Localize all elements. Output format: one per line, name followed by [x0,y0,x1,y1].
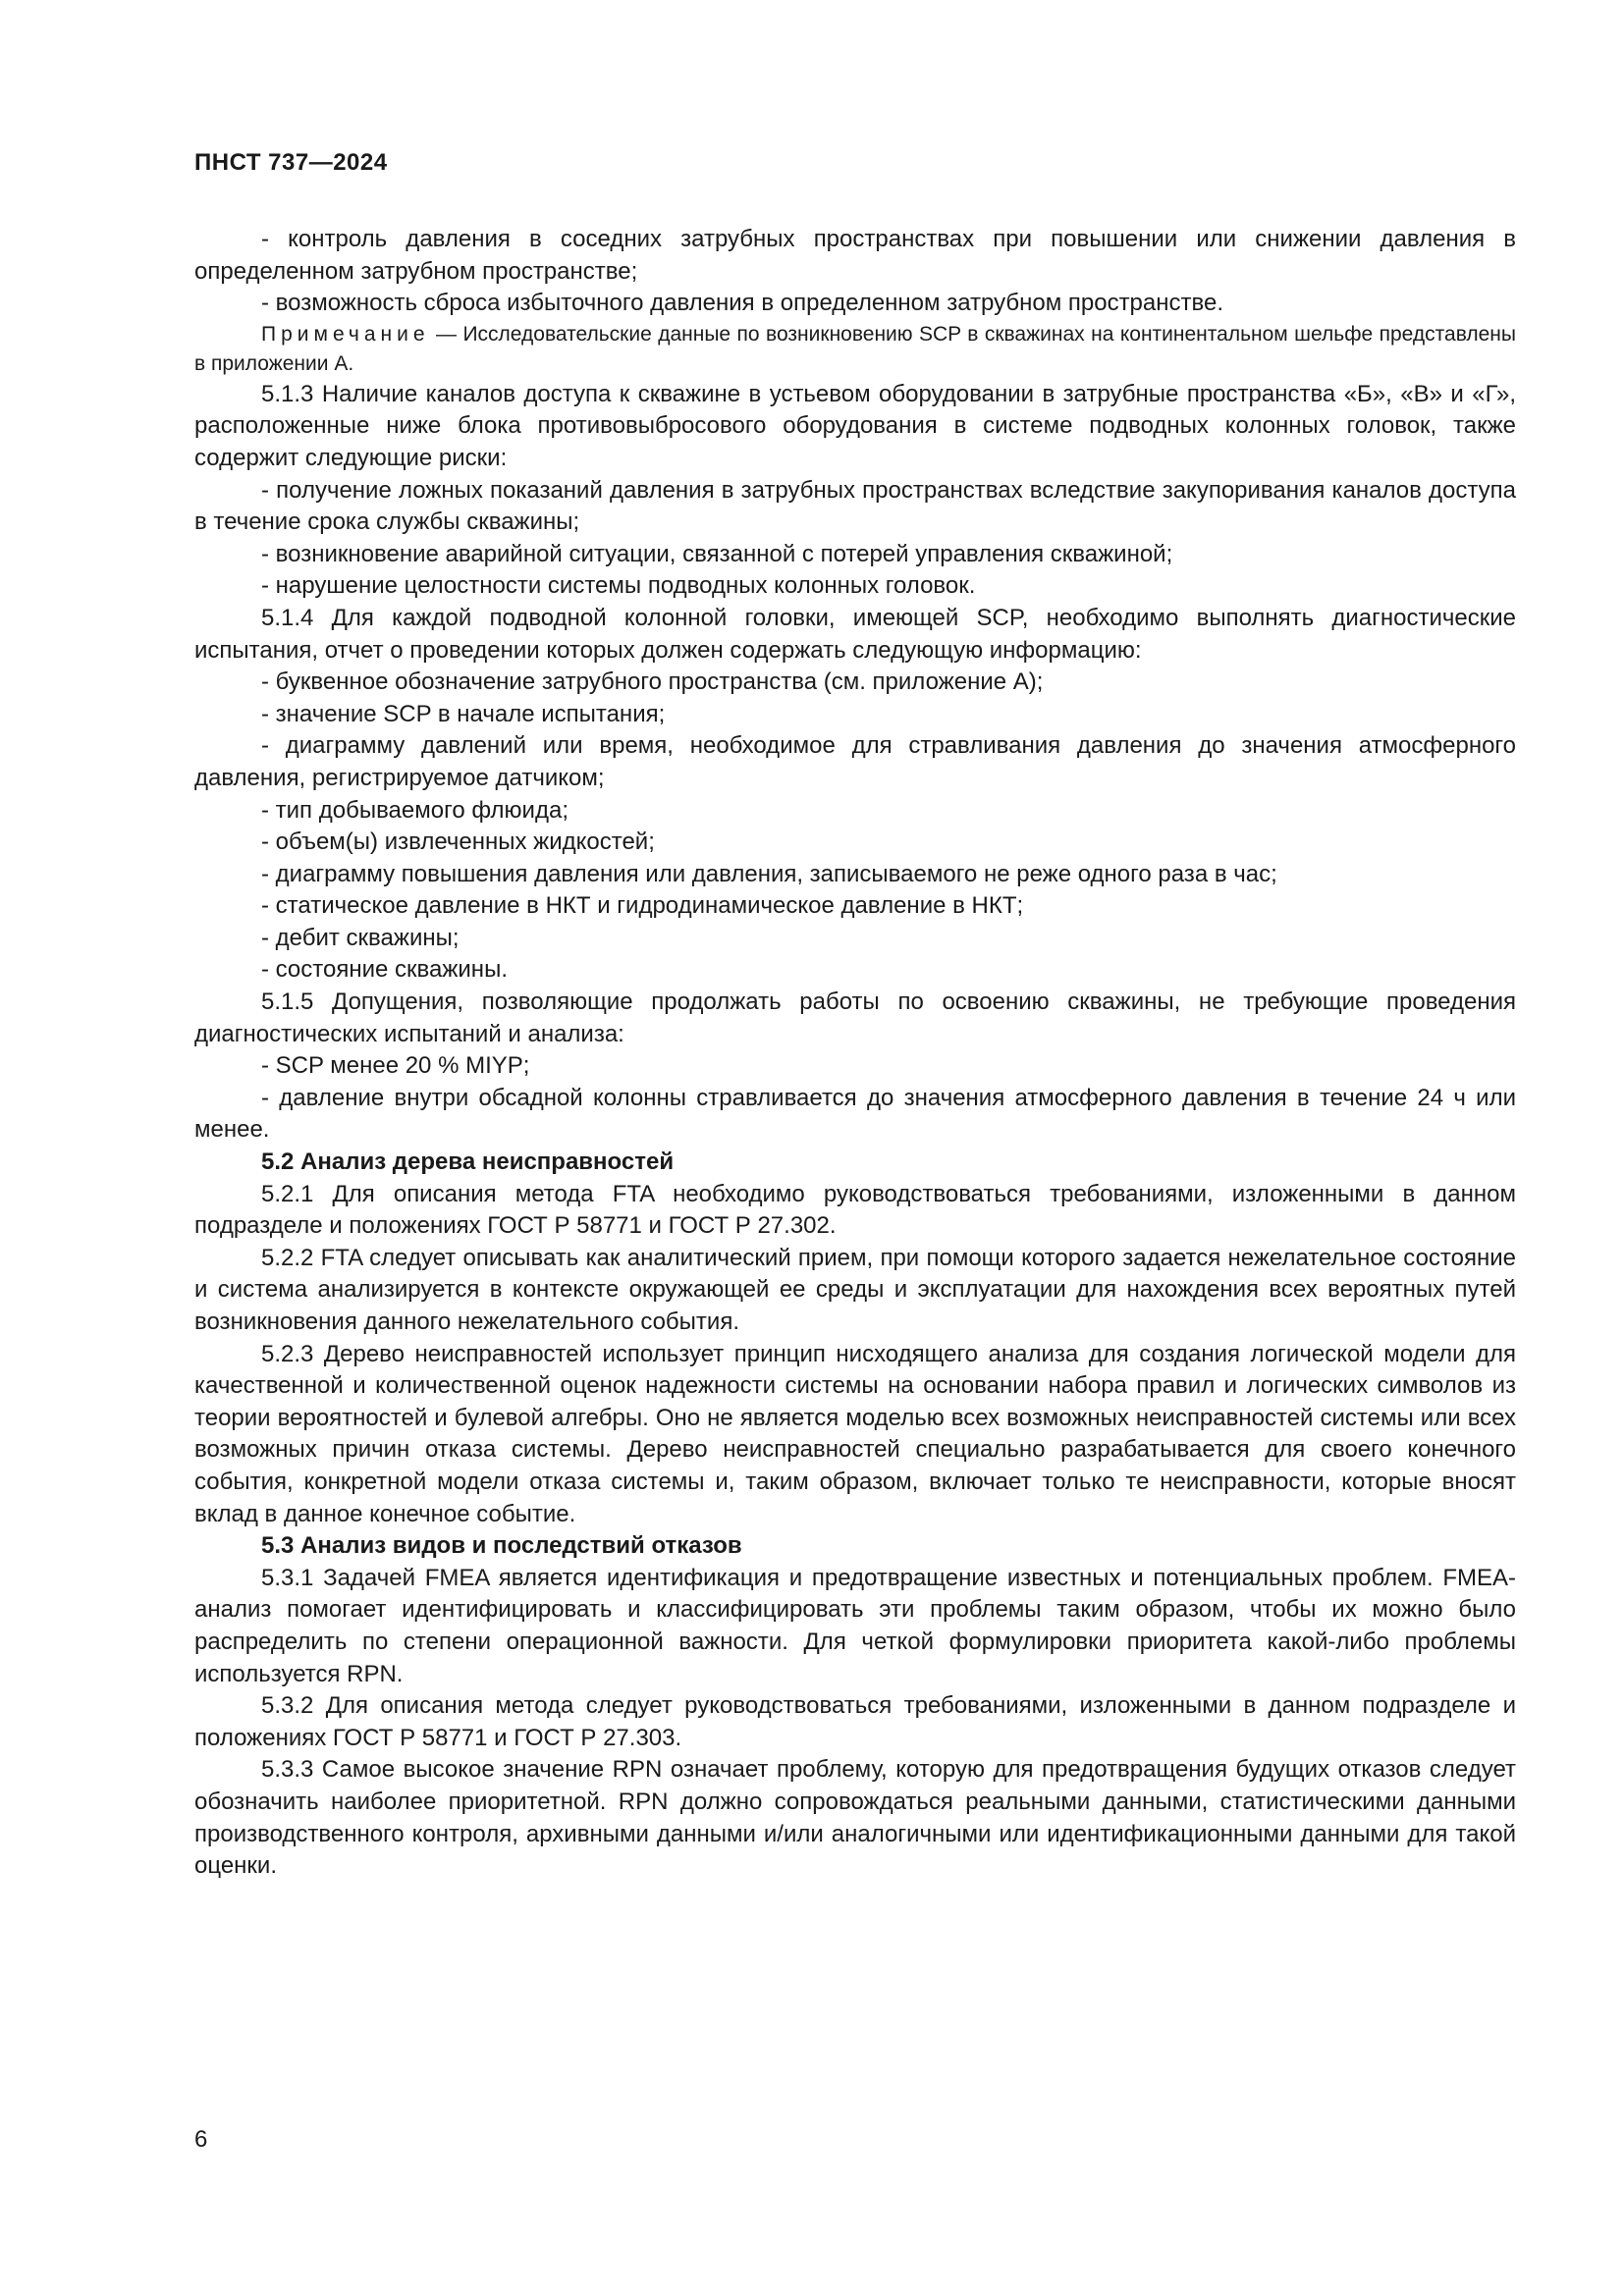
list-item: - контроль давления в соседних затрубных пространствах при повышении или снижении давления в определенном затрубном пространстве; [194,226,1516,285]
paragraph: 5.3.2 Для описания метода следует руководствоваться требованиями, изложенными в данном подразделе и положениях ГОСТ Р 58771 и ГОСТ Р 27.303. [194,1692,1516,1751]
list-item: - нарушение целостности системы подводных колонных головок. [261,572,976,600]
list-item: - возникновение аварийной ситуации, связанной с потерей управления скважиной; [261,540,1173,567]
list-item: - SCP менее 20 % MIYP; [261,1052,530,1080]
paragraph: 5.3.3 Самое высокое значение RPN означает проблему, которую для предотвращения будущих отказов следует обозначить наиболее приоритетной. RPN должно сопровождаться реальными данными, статистическими данными производственного контроля, архивными данными и/или аналогичными или идентификационными данными для такой оценки. [194,1756,1516,1880]
note-text: — Исследовательские данные по возникновению SCP в скважинах на континентальном шельфе представлены в приложении А. [194,322,1516,375]
paragraph: 5.3.1 Задачей FMEA является идентификация и предотвращение известных и потенциальных проблем. FMEA-анализ помогает идентифицировать и классифицировать эти проблемы таким образом, чтобы их можно было распределить по степени операционной важности. Для четкой формулировки приоритета какой-либо проблемы используется RPN. [194,1564,1516,1687]
list-item: - статическое давление в НКТ и гидродинамическое давление в НКТ; [261,892,1024,920]
list-item: - объем(ы) извлеченных жидкостей; [261,828,655,856]
document-body [194,224,1516,1883]
page-number: 6 [194,2126,208,2153]
paragraph: 5.1.5 Допущения, позволяющие продолжать работы по освоению скважины, не требующие проведения диагностических испытаний и анализа: [194,988,1516,1047]
list-item: - диаграмму повышения давления или давления, записываемого не реже одного раза в час; [261,860,1277,887]
list-item: - буквенное обозначение затрубного пространства (см. приложение А); [261,668,1044,696]
list-item: - тип добываемого флюида; [261,796,568,824]
document-header: ПНСТ 737—2024 [194,149,388,176]
paragraph: 5.1.3 Наличие каналов доступа к скважине в устьевом оборудовании в затрубные пространства «Б», «В» и «Г», расположенные ниже блока противовыбросового оборудования в системе подводных колонных головок, также содержит следующие риски: [194,380,1516,471]
paragraph: 5.1.4 Для каждой подводной колонной головки, имеющей SCP, необходимо выполнять диагностические испытания, отчет о проведении которых должен содержать следующую информацию: [194,604,1516,664]
list-item: - значение SCP в начале испытания; [261,700,666,727]
note-label: Примечание [261,322,430,346]
paragraph: 5.2.1 Для описания метода FTA необходимо руководствоваться требованиями, изложенными в данном подразделе и положениях ГОСТ Р 58771 и ГОСТ Р 27.302. [194,1180,1516,1240]
list-item: - дебит скважины; [261,924,460,951]
list-item: - состояние скважины. [261,956,508,984]
note [194,320,1516,379]
list-item: - получение ложных показаний давления в затрубных пространствах вследствие закупоривания каналов доступа в течение срока службы скважины; [194,476,1516,536]
section-heading: 5.3 Анализ видов и последствий отказов [261,1532,742,1560]
paragraph: 5.2.3 Дерево неисправностей использует принцип нисходящего анализа для создания логической модели для качественной и количественной оценок надежности системы на основании набора правил и логических символов из теории вероятностей и булевой алгебры. Оно не является моделью всех возможных неисправностей системы или всех возможных причин отказа системы. Дерево неисправностей специально разрабатывается для своего конечного события, конкретной модели отказа системы и, таким образом, включает только те неисправности, которые вносят вклад в данное конечное событие. [194,1340,1516,1527]
section-heading: 5.2 Анализ дерева неисправностей [261,1148,675,1176]
list-item: - диаграмму давлений или время, необходимое для стравливания давления до значения атмосферного давления, регистрируемое датчиком; [194,732,1516,791]
list-item: - возможность сброса избыточного давления в определенном затрубном пространстве. [261,290,1223,317]
list-item: - давление внутри обсадной колонны стравливается до значения атмосферного давления в течение 24 ч или менее. [194,1084,1516,1144]
paragraph: 5.2.2 FTA следует описывать как аналитический прием, при помощи которого задается нежелательное состояние и система анализируется в контексте окружающей ее среды и эксплуатации для нахождения всех вероятных путей возникновения данного нежелательного события. [194,1244,1516,1335]
